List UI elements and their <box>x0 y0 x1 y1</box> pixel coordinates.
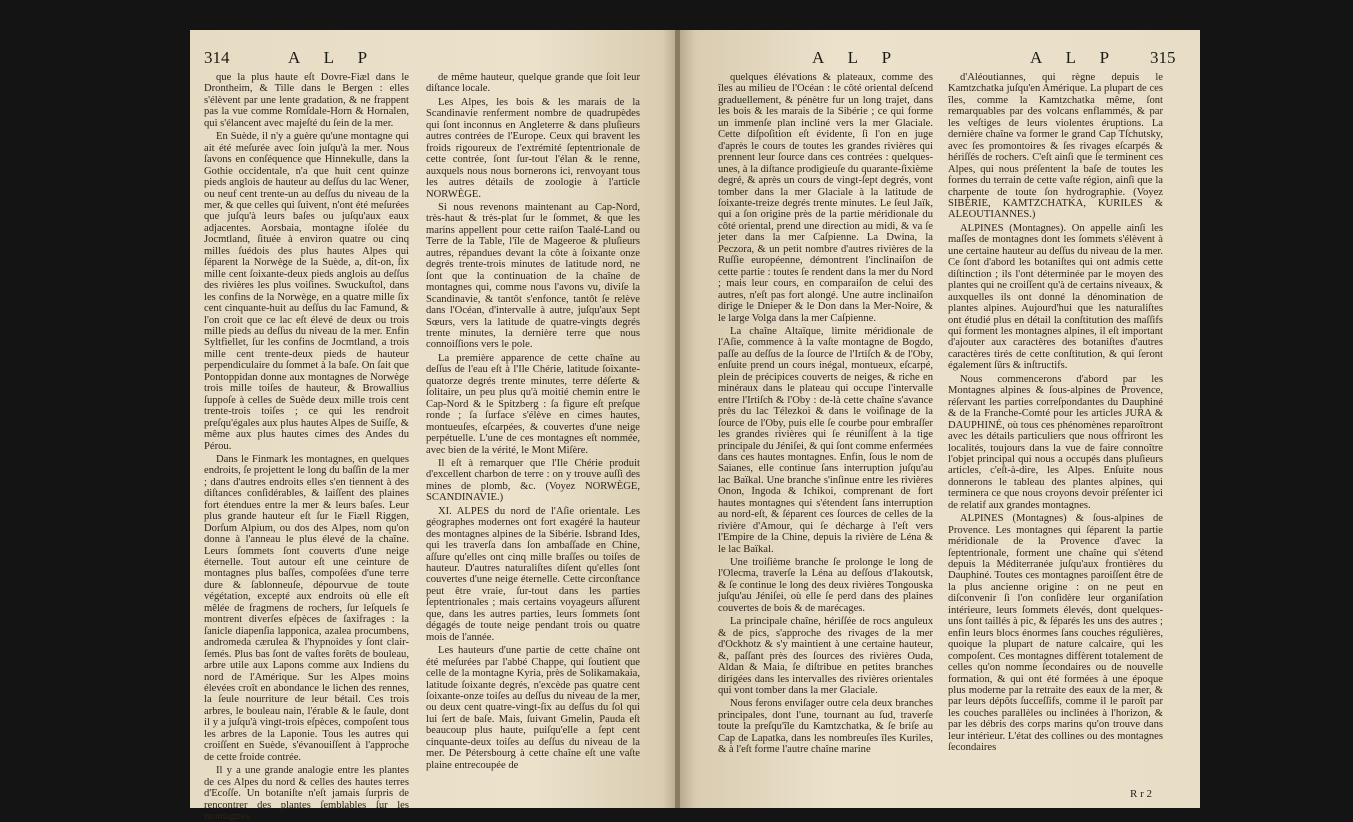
running-title-right: A L P <box>812 48 902 67</box>
paragraph: Les Alpes, les bois & les marais de la Scandinavie renferment nombre de quadrupèdes qui ſont inconnus en Angleterre & dans pluſieurs autres contrées de l'Europe. Ceux qui bravent les froids rigoureux de l'extrémité ſeptentrionale de cette contrée, ſont ſur-tout l'élan & le renne, auxquels nous nous bornerons ici, renvoyant tous les autres détails de zoologie à l'article NORWÈGE. <box>426 96 640 200</box>
running-title-right-2: A L P <box>1030 48 1120 67</box>
paragraph: La principale chaîne, hériſſée de rocs anguleux & de pics, s'approche des rivages de la mer d'Ockhotz & s'y maintient à une certaine hauteur, &, paſſant près des ſources des rivières Ouda, Aldan & Maia, ſe diſtribue en petites branches dirigées dans les intervalles des rivières orientales qui vont tomber dans la mer Glaciale. <box>718 616 933 697</box>
paragraph: XI. ALPES du nord de l'Aſie orientale. Les géographes modernes ont fort exagéré la hauteur des montagnes alpines de la Sibérie. Isbrand Ides, qui les traverſa dans ſon ambaſſade en Chine, aſſure qu'elles ont cinq mille braſſes ou toiſes de hauteur. D'autres naturaliſtes diſent qu'elles ſont couvertes d'une neige éternelle. Cette circonſtance peut être vraie, ſur-tout dans les parties ſeptentrionales ; mais certains voyageurs aſſurent que, dans les autres parties, leurs ſommets ſont dégagés de toute neige pendant trois ou quatre mois de l'année. <box>426 505 640 643</box>
page-number-left: 314 <box>204 48 230 67</box>
signature-mark: R r 2 <box>1130 788 1152 800</box>
right-page-column-1 <box>718 72 933 800</box>
open-book <box>190 30 1200 822</box>
paragraph: de même hauteur, quelque grande que ſoit leur diſtance locale. <box>426 72 640 95</box>
paragraph: Il y a une grande analogie entre les plantes de ces Alpes du nord & celles des hautes terres d'Ecoſſe. Un botaniſte n'eſt jamais ſurpris de rencontrer des plantes ſemblables ſur les montagnes <box>204 765 409 822</box>
left-page <box>190 30 677 822</box>
paragraph: Nous ferons enviſager outre cela deux branches principales, dont l'une, tournant au ſud, traverſe toute la preſqu'île du Kamtzchatka, & ſe briſe au Cap de Lapatka, dans les nombreuſes îles Kuriles, & à l'eſt forme l'autre chaîne marine <box>718 698 933 756</box>
paragraph: Une troiſième branche ſe prolonge le long de l'Olecma, traverſe la Léna au deſſous d'Iakoutsk, & ſe continue le long des deux rivières Tongouska juſqu'au Jéniſei, où elle ſe perd dans des plaines couvertes de bois & de marécages. <box>718 557 933 614</box>
paragraph: que la plus haute eſt Dovre-Fiæl dans le Drontheim, & Tille dans le Bergen : elles s'élèvent par une lente gradation, & ne frappent pas la vue comme Romſdale-Horn & Hornalen, qui s'élancent avec majeſté du ſein de la mer. <box>204 72 409 129</box>
paragraph: ALPINES (Montagnes). On appelle ainſi les maſſes de montagnes dont les ſommets s'élèvent à une certaine hauteur au deſſus du niveau de la mer. Ce ſont d'abord les botaniſtes qui ont admis cette diſtinction ; ils l'ont déterminée par le moyen des plantes qui ne croiſſent qu'à de certains niveaux, & auxquelles ils ont donné la dénomination de plantes alpines. Aujourd'hui que les naturaliſtes ont étudié plus en détail la conſtitution des maſſifs qui forment les montagnes alpines, il eſt important d'ajouter aux caractères des botaniſtes d'autres caractères tirés de cette conſtitution, & qui ſeront également ſûrs & inſtructifs. <box>948 222 1163 372</box>
paragraph: Dans le Finmark les montagnes, en quelques endroits, ſe projettent le long du baſſin de la mer ; dans d'autres endroits elles s'en tiennent à des diſtances conſidérables, & laiſſent des plaines fort étendues entre la mer & leurs baſes. Leur plus grande hauteur eſt ſur le Fiæll Riggen, Dorſum Alpium, ou dos des Alpes, nom qu'on donne à l'anneau le plus élevé de la chaîne. Leurs ſommets ſont couverts d'une neige éternelle. Tout autour eſt une ceinture de montagnes plus baſſes, compoſées d'une terre dure & ſablonneuſe, dépourvue de toute végétation, excepté aux endroits où elle eſt mêlée de fragmens de rochers, ſur leſquels ſe montrent diverſes eſpèces de ſaxifrages : la ſanicle diapenſia lapponica, azalea procumbens, andromeda cærulea & l'hypnoides y ſont clair-ſemés. Plus bas ſont de vaſtes forêts de bouleau, arbre utile aux Lapons comme aux Indiens du nord de l'Amérique. Sur les Alpes moins élevées croît en abondance le lichen des rennes, la ſeule nourriture de leur bétail. Ces trois arbres, le bouleau nain, l'érable & le ſaule, dont il y a juſqu'à vingt-trois eſpèces, compoſent tous les arbres de la Laponie. Tous les autres qui croiſſent en Suède, s'évanouiſſent à l'approche de cette froide contrée. <box>204 453 409 763</box>
running-title-left: A L P <box>288 48 378 67</box>
right-page-column-2 <box>948 72 1163 786</box>
paragraph: La première apparence de cette chaîne au deſſus de l'eau eſt à l'Ile Chérie, latitude ſoixante-quatorze degrés trente minutes, terre déſerte & ſolitaire, un peu plus qu'à moitié chemin entre le Cap-Nord & le Spitzberg : ſa figure eſt preſque ronde ; ſa ſurface s'élève en cimes hautes, montueuſes, eſcarpées, & couvertes d'une neige perpétuelle. L'une de ces montagnes eſt nommée, avec bien de la vérité, le Mont Miſère. <box>426 352 640 456</box>
paragraph: Si nous revenons maintenant au Cap-Nord, très-haut & très-plat ſur le ſommet, & que les marins appellent pour cette raiſon Taalé-Land ou Terre de la Table, l'île de Mageeroe & pluſieurs autres, répandues devant la côte à ſoixante onze degrés trente-trois minutes de latitude nord, ne ſont que la continuation de la chaîne de montagnes qui, comme nous l'avons vu, diviſe la Scandinavie, & tantôt s'enfonce, tantôt ſe relève dans l'Océan, d'intervalle à autre, juſqu'aux Sept Sœurs, vers la latitude de quatre-vingts degrés trente minutes, la dernière terre que nous connoiſſions vers le pole. <box>426 201 640 351</box>
paragraph: En Suède, il n'y a guère qu'une montagne qui ait été meſurée avec ſoin juſqu'à la mer. Nous ſavons en conſéquence que Hinnekulle, dans la Gothie occidentale, n'a que huit cent quinze pieds anglois de hauteur au deſſus du lac Wener, ou neuf cent trente-un au deſſus du niveau de la mer, & que celles qui ſuivent, n'ont été meſurées que juſqu'à leurs baſes ou juſqu'aux eaux adjacentes. Aorsbaia, montagne iſolée du Jocmtland, ſituée à environ quatre ou cinq milles ſuédois des plus hautes Alpes qui ſéparent la Norwège de la Suède, a, dit-on, ſix mille cent ſoixante-deux pieds anglois au deſſus des rivières les plus voiſines. Swuckuſtol, dans les confins de la Norwège, en a quatre mille ſix cent cinquante-huit au deſſus du lac Famund, & l'on croit que ce lac eſt élevé de deux ou trois mille pieds au deſſus du niveau de la mer. Enfin Syltfiellet, ſur les confins de Jocmtland, a trois mille cent trente-deux pieds de hauteur perpendiculaire du ſommet à la baſe. On ſait que Pontoppidan donne aux montagnes de Norwège trois mille toiſes de hauteur, & Browallius ſuppoſe à celles de Suède deux mille trois cent trente-trois toiſes ; ce qui les rendroit preſqu'égales aux plus hautes Alpes de Suiſſe, & même aux plus hautes cimes des Andes du Pérou. <box>204 131 409 452</box>
paragraph: d'Aléoutiannes, qui règne depuis le Kamtzchatka juſqu'en Amérique. La plupart de ces îles, comme la Kamtzchatka même, ſont remarquables par des volcans enflammés, & par les veſtiges de leurs violentes éruptions. La dernière chaîne va former le grand Cap Tſchutsky, avec ſes promontoires & ſes rivages eſcarpés & hériſſés de rochers. C'eſt ainſi que ſe terminent ces Alpes, qui nous préſentent la baſe de toutes les formes du terrain de cette vaſte région, ainſi que la charpente de toute ſon hydrographie. (Voyez SIBÉRIE, KAMTZCHATKA, KURILES & ALEOUTIANNES.) <box>948 72 1163 221</box>
left-page-column-2 <box>426 72 640 800</box>
paragraph: Il eſt à remarquer que l'Ile Chérie produit d'excellent charbon de terre : on y trouve auſſi des mines de plomb, &c. (Voyez NORWÈGE, SCANDINAVIE.) <box>426 457 640 504</box>
paragraph: ALPINES (Montagnes) & ſous-alpines de Provence. Les montagnes qui ſéparent la partie méridionale de la Provence d'avec la ſeptentrionale, forment une chaîne qui s'étend depuis la Méditerranée juſqu'aux frontières du Dauphiné. Toutes ces montagnes paroiſſent être de la plus ancienne origine : on ne peut en diſconvenir ſi l'on conſidère leur organiſation intérieure, leurs ſommets élevés, dont quelques-uns ſont taillés à pic, & ſéparés les uns des autres ; enfin leurs blocs énormes ſans couches régulières, quoique la plupart de nature calcaire, qui les compoſent. Ces montagnes diffèrent totalement de celles qu'on nomme ſecondaires ou de nouvelle formation, & qui ont été formées à une époque plus moderne par la retraite des eaux de la mer, & par leurs dépôts ſucceſſifs, comme il le paroît par les couches parallèles ou inclinées à l'horizon, & par les débris des corps marins qu'on trouve dans leur intérieur. L'état des collines ou des montagnes ſecondaires <box>948 513 1163 754</box>
page-number-right: 315 <box>1150 48 1176 67</box>
paragraph: quelques élévations & plateaux, comme des îles au milieu de l'Océan : le côté oriental deſcend graduellement, & pénètre fur un long trajet, dans les bois & les marais de la Sibérie ; ce qui forme un immenſe plan incliné vers la mer Glaciale. Cette diſpoſition eſt évidente, ſi l'on en juge d'après le cours de toutes les grandes rivières qui prennent leur ſource dans ces contrées : quelques-unes, à la diſtance prodigieuſe du quarante-ſixième degré, & après un cours de vingt-ſept degrés, vont tomber dans la mer Glaciale à la latitude de ſoixante-treize degrés trente minutes. Le ſeul Jaïk, qui a ſon origine près de la partie méridionale du côté oriental, prend une direction au midi, & va ſe jeter dans la mer Caſpienne. La Dwina, la Peczora, & un petit nombre d'autres rivières de la Ruſſie européenne, démontrent l'inclinaiſon de cette partie : toutes ſe rendent dans la mer du Nord ; mais leur cours, en comparaiſon de celui des autres, n'eſt pas fort alongé. Une autre inclinaiſon dirige le Dnieper & le Don dans la Mer-Noire, & le large Volga dans la mer Caſpienne. <box>718 72 933 324</box>
paragraph: Les hauteurs d'une partie de cette chaîne ont été meſurées par l'abbé Chappe, qui ſoutient que celle de la montagne Kyria, près de Solikamakaia, latitude ſoixante degrés, n'excède pas quatre cent ſoixante-onze toiſes au deſſus du niveau de la mer, ou deux cent quatre-vingt-ſix au deſſus du ſol qui lui ſert de baſe. Mais, ſuivant Gmelin, Pauda eſt beaucoup plus haute, puiſqu'elle a ſept cent cinquante-deux toiſes au deſſus du niveau de la mer. De Pétersbourg à cette chaîne eſt une vaſte plaine entrecoupée de <box>426 645 640 771</box>
right-page <box>680 30 1200 808</box>
paragraph: La chaîne Altaïque, limite méridionale de l'Aſie, commence à la vaſte montagne de Bogdo, paſſe au deſſus de la ſource de l'Irtiſch & de l'Oby, enſuite prend un cours inégal, montueux, eſcarpé, plein de précipices couverts de neiges, & riche en minéraux dans le plateau qui occupe l'intervalle entre l'Irtiſch & l'Oby : de-là cette chaîne s'avance près du lac Télezkoi & dans le voiſinage de la ſource de l'Oby, puis elle ſe courbe pour embraſſer les grandes rivières qui ſe réuniſſent à la tige principale du Jéniſei, & qui ſont comme enfermées dans ces hautes montagnes. Enfin, ſous le nom de Saianes, elle continue ſans interruption juſqu'au lac Baïkal. Une branche s'inſinue entre les rivières Onon, Ingoda & Ichikoi, comprenant de fort hautes montagnes qui s'étendent ſans interruption au nord-eſt, & ſéparent ces ſources de celles de la rivière d'Amour, qui ſe décharge à l'eſt vers l'Empire de la Chine, depuis la rivière de Léna & le lac Baïkal. <box>718 325 933 555</box>
paragraph: Nous commencerons d'abord par les Montagnes alpines & ſous-alpines de Provence, réſervant les parties correſpondantes du Dauphiné & de la Franche-Comté pour les articles JURA & DAUPHINÉ, où tous ces phénomènes reparoîtront avec les détails particuliers que nous offriront les localités, toujours dans la vue de faire connoître l'objet principal qui nous a occupés dans pluſieurs articles, c'eſt-à-dire, les Alpes. Enſuite nous donnerons le tableau des plantes alpines, qui terminera ce que nous croyons devoir préſenter ici de relatif aux grandes montagnes. <box>948 373 1163 511</box>
left-page-column-1 <box>204 72 409 822</box>
